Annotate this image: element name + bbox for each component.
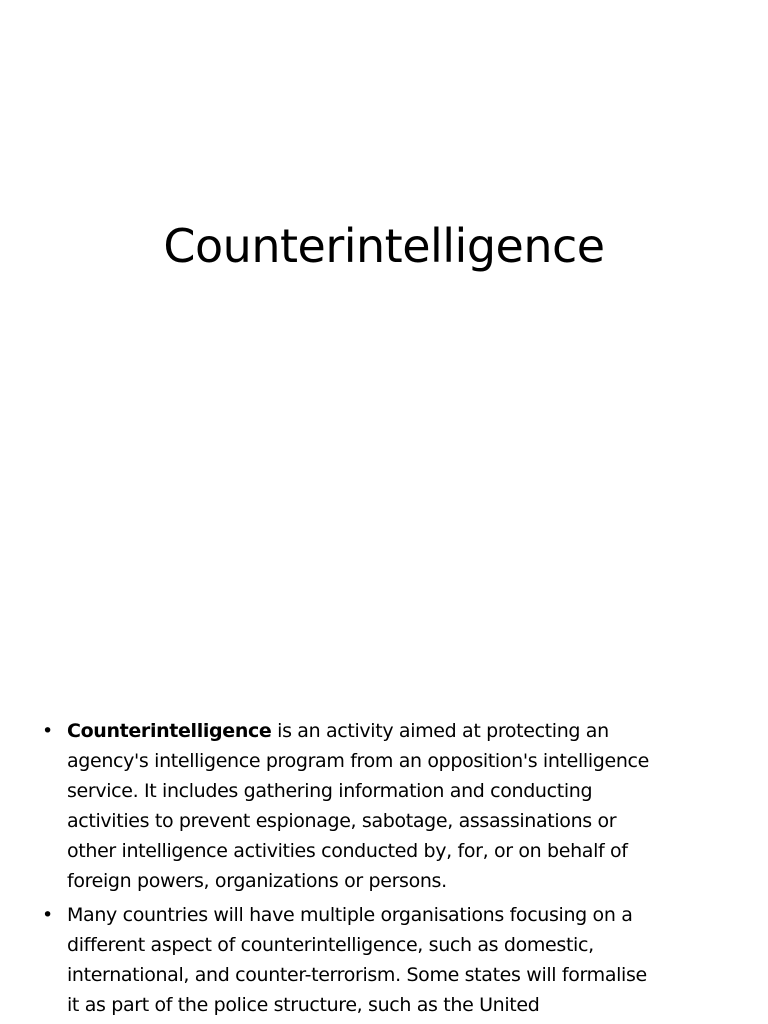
bullet-item [42,900,732,1020]
bullet-text: Many countries will have multiple organisations focusing on a [67,904,633,926]
bullet-icon: • [42,904,53,926]
bullet-text: agency's intelligence program from an opposition's intelligence [67,750,649,772]
bullet-text: activities to prevent espionage, sabotage, assassinations or [67,810,617,832]
bullet-text: other intelligence activities conducted by, for, or on behalf of [67,840,628,862]
slide-title: Counterintelligence [163,219,605,273]
bullet-text: international, and counter-terrorism. Some states will formalise [67,964,647,986]
bullet-list [42,716,732,1024]
bullet-text: service. It includes gathering information and conducting [67,780,593,802]
bullet-item [42,716,732,896]
bullet-text: different aspect of counterintelligence, such as domestic, [67,934,594,956]
bullet-bold-term: Counterintelligence [67,720,272,742]
bullet-text: it as part of the police structure, such as the United [67,994,540,1016]
bullet-text: foreign powers, organizations or persons. [67,870,447,892]
bullet-text: is an activity aimed at protecting an [271,720,609,742]
bullet-icon: • [42,720,53,742]
